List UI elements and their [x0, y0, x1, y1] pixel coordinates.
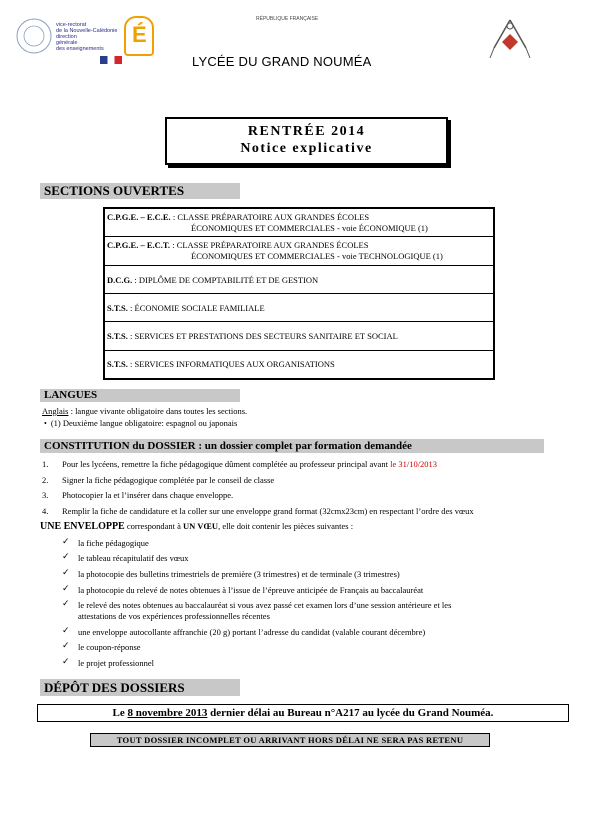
sections-heading: SECTIONS OUVERTES — [40, 183, 240, 199]
section-row: S.T.S. : SERVICES ET PRESTATIONS DES SECTEURS SANITAIRE ET SOCIAL — [105, 322, 493, 351]
french-flag-icon — [100, 56, 122, 64]
checklist-item: ✓ la fiche pédagogique — [62, 537, 149, 548]
republic-label: RÉPUBLIQUE FRANÇAISE — [256, 16, 319, 22]
checkmark-icon: ✓ — [62, 537, 70, 547]
section-row: C.P.G.E. – E.C.T. : CLASSE PRÉPARATOIRE AUX GRANDES ÉCOLES ÉCONOMIQUES ET COMMERCIALES - voie TECHNOLOGIQUE (1) — [105, 237, 493, 266]
list-item: 3. Photocopier la et l’insérer dans chaque enveloppe. — [42, 490, 234, 500]
checklist-item: ✓ le tableau récapitulatif des vœux — [62, 552, 189, 563]
section-row: S.T.S. : ÉCONOMIE SOCIALE FAMILIALE — [105, 294, 493, 322]
checklist-item: ✓ le relevé des notes obtenues au baccalauréat si vous avez passé cet examen lors d’une session antérieure et les attestations de vos expériences professionnelles récentes — [62, 599, 452, 621]
checkmark-icon: ✓ — [62, 568, 70, 578]
section-row: C.P.G.E. – E.C.E. : CLASSE PRÉPARATOIRE AUX GRANDES ÉCOLES ÉCONOMIQUES ET COMMERCIALES - voie ÉCONOMIQUE (1) — [105, 209, 493, 237]
checkmark-icon: ✓ — [62, 584, 70, 594]
list-item: 2. Signer la fiche pédagogique complétée par le conseil de classe — [42, 475, 275, 485]
checklist-item: ✓ la photocopie du relevé de notes obtenues à l’issue de l’épreuve anticipée de Français au baccalauréat — [62, 584, 424, 595]
title-subtitle: Notice explicative — [240, 141, 373, 156]
title-year: RENTRÉE 2014 — [247, 124, 366, 139]
depot-heading: DÉPÔT DES DOSSIERS — [40, 679, 240, 696]
vice-rectorat-logo — [14, 6, 154, 66]
checkmark-icon: ✓ — [62, 552, 70, 562]
checklist-item: ✓ le coupon-réponse — [62, 641, 141, 652]
logo-text: vice-rectorat de la Nouvelle-Calédonie direction générale des enseignements — [56, 22, 118, 52]
langues-heading: LANGUES — [40, 389, 240, 402]
checklist-item: ✓ le projet professionnel — [62, 657, 155, 668]
school-name: LYCÉE DU GRAND NOUMÉA — [192, 54, 372, 69]
title-box — [165, 117, 448, 165]
envelope-heading: UNE ENVELOPPE correspondant à UN VŒU, elle doit contenir les pièces suivantes : — [40, 521, 354, 532]
checkmark-icon: ✓ — [62, 641, 70, 651]
warning-banner: TOUT DOSSIER INCOMPLET OU ARRIVANT HORS DÉLAI NE SERA PAS RETENU — [90, 733, 490, 747]
school-logo-icon — [488, 18, 532, 64]
checkmark-icon: ✓ — [62, 657, 70, 667]
list-item: 1. Pour les lycéens, remettre la fiche pédagogique dûment complétée au professeur principal avant le 31/10/2013 — [42, 459, 438, 469]
langues-line: • (1) Deuxième langue obligatoire: espagnol ou japonais — [44, 418, 238, 428]
langues-line: Anglais : langue vivante obligatoire dans toutes les sections. — [42, 406, 248, 416]
checklist-item: ✓ une enveloppe autocollante affranchie (20 g) portant l’adresse du candidat (valable courant décembre) — [62, 626, 426, 637]
e-logo-icon: É — [124, 16, 154, 56]
sections-table — [103, 207, 495, 380]
constitution-heading: CONSTITUTION du DOSSIER : un dossier complet par formation demandée — [40, 439, 544, 453]
checkmark-icon: ✓ — [62, 626, 70, 636]
section-row: S.T.S. : SERVICES INFORMATIQUES AUX ORGANISATIONS — [107, 359, 335, 369]
seal-icon — [14, 16, 54, 56]
section-row: D.C.G. : DIPLÔME DE COMPTABILITÉ ET DE GESTION — [105, 266, 493, 294]
checkmark-icon: ✓ — [62, 599, 70, 609]
checklist-item: ✓ la photocopie des bulletins trimestriels de première (3 trimestres) et de terminale (3 trimestres) — [62, 568, 400, 579]
list-item: 4. Remplir la fiche de candidature et la coller sur une enveloppe grand format (32cmx23cm) en respectant l’ordre des vœux — [42, 506, 474, 516]
deadline-box: Le 8 novembre 2013 dernier délai au Bureau n°A217 au lycée du Grand Nouméa. — [37, 704, 569, 722]
